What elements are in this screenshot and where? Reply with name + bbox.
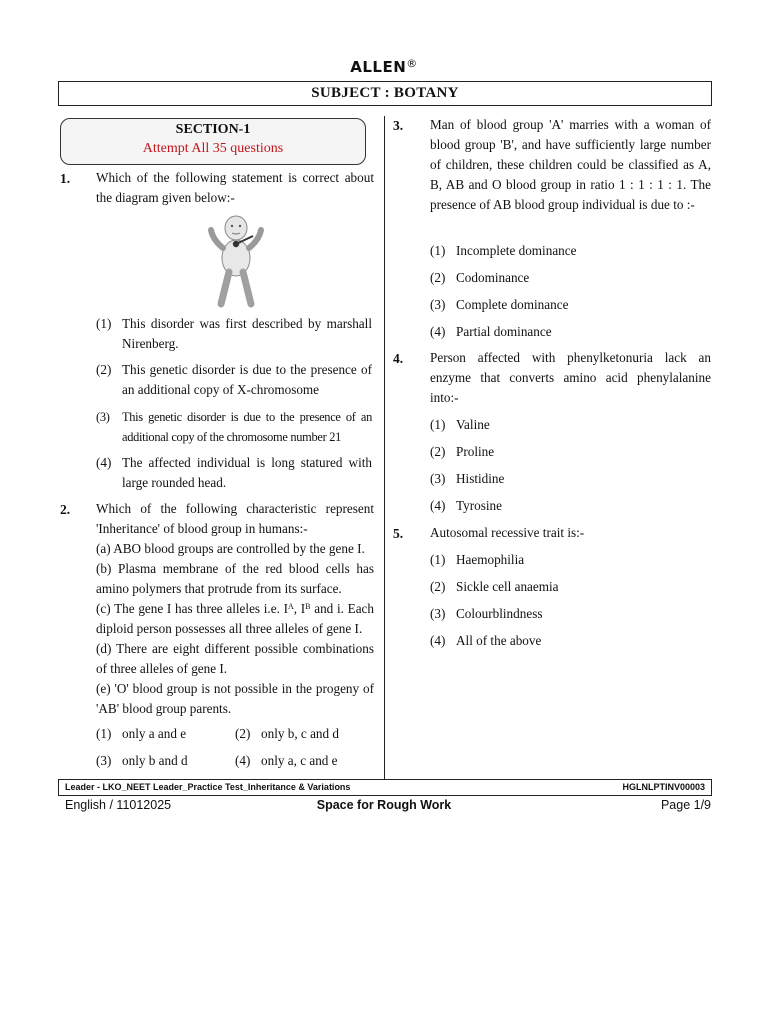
option-number: (1) xyxy=(96,316,112,331)
option-item[interactable] xyxy=(430,415,711,435)
option-text: Proline xyxy=(456,444,495,459)
option-text: Haemophilia xyxy=(456,552,525,567)
option-item[interactable] xyxy=(235,724,375,744)
option-text: Colourblindness xyxy=(456,606,543,621)
option-text: This genetic disorder is due to the presence of an additional copy of the chromosome number 21 xyxy=(122,410,372,444)
option-item[interactable] xyxy=(430,295,711,315)
question-text: Autosomal recessive trait is:- xyxy=(430,525,585,540)
column-divider xyxy=(384,116,385,779)
option-text: Tyrosine xyxy=(456,498,502,513)
option-number: (3) xyxy=(430,297,446,312)
question-text: Person affected with phenylketonuria lack an enzyme that converts amino acid phenylalanine into:- xyxy=(430,350,711,405)
statement-b: (b) Plasma membrane of the red blood cells has amino polymers that protrude from its surface. xyxy=(96,561,374,596)
brand-name: ALLEN xyxy=(350,58,407,76)
option-item[interactable] xyxy=(96,751,226,771)
option-text: Complete dominance xyxy=(456,297,569,312)
option-item[interactable] xyxy=(235,751,375,771)
question-number: 1. xyxy=(60,171,71,186)
option-number: (1) xyxy=(96,726,112,741)
option-number: (4) xyxy=(430,324,446,339)
option-text: only a and e xyxy=(122,726,187,741)
down-syndrome-child-illustration xyxy=(203,210,269,312)
baby-diagram-image xyxy=(203,210,269,312)
option-text: Codominance xyxy=(456,270,530,285)
statement-e: (e) 'O' blood group is not possible in the progeny of 'AB' blood group parents. xyxy=(96,681,374,716)
option-item[interactable] xyxy=(430,241,711,261)
option-item[interactable] xyxy=(430,604,711,624)
option-item[interactable] xyxy=(430,550,711,570)
option-number: (4) xyxy=(235,753,251,768)
option-number: (1) xyxy=(430,243,446,258)
section-instruction: Attempt All 35 questions xyxy=(142,141,284,156)
option-number: (2) xyxy=(430,444,446,459)
registered-mark: ® xyxy=(406,57,418,70)
question-text: Which of the following statement is correct about the diagram given below:- xyxy=(96,170,374,205)
footer-bar xyxy=(58,779,712,796)
option-number: (3) xyxy=(430,471,446,486)
test-name: Leader - LKO_NEET Leader_Practice Test_Inheritance & Variations xyxy=(65,782,351,792)
option-text: This genetic disorder is due to the presence of an additional copy of X-chromosome xyxy=(122,362,372,397)
question-number: 4. xyxy=(393,351,404,366)
option-item[interactable] xyxy=(96,724,226,744)
option-number: (2) xyxy=(96,362,112,377)
option-text: Incomplete dominance xyxy=(456,243,577,258)
option-text: Sickle cell anaemia xyxy=(456,579,559,594)
page-number: Page 1/9 xyxy=(660,798,711,812)
option-item[interactable] xyxy=(430,496,711,516)
statement-a: (a) ABO blood groups are controlled by the gene I. xyxy=(96,541,365,556)
question-intro: Which of the following characteristic represent 'Inheritance' of blood group in humans:- xyxy=(96,501,374,536)
rough-work-label: Space for Rough Work xyxy=(316,798,452,812)
option-item[interactable] xyxy=(96,407,372,447)
option-text: All of the above xyxy=(456,633,542,648)
question-number: 3. xyxy=(393,118,404,133)
question-number: 2. xyxy=(60,502,71,517)
option-number: (4) xyxy=(96,455,112,470)
statement-c: (c) The gene I has three alleles i.e. $I^A$, $I^B$ and i. Each diploid person possesses all three alleles of gene I. xyxy=(96,601,374,636)
question-text xyxy=(96,499,374,719)
option-item[interactable] xyxy=(96,453,372,493)
option-number: (3) xyxy=(430,606,446,621)
option-number: (3) xyxy=(96,753,112,768)
option-text: This disorder was first described by marshall Nirenberg. xyxy=(122,316,372,351)
option-text: only a, c and e xyxy=(261,753,338,768)
option-number: (1) xyxy=(430,417,446,432)
option-number: (1) xyxy=(430,552,446,567)
brand-logo xyxy=(0,58,768,76)
option-item[interactable] xyxy=(430,268,711,288)
option-text: only b and d xyxy=(122,753,188,768)
option-number: (3) xyxy=(96,410,110,424)
option-text: Partial dominance xyxy=(456,324,552,339)
option-item[interactable] xyxy=(430,469,711,489)
option-item[interactable] xyxy=(430,322,711,342)
option-item[interactable] xyxy=(96,360,372,400)
option-number: (2) xyxy=(430,270,446,285)
option-item[interactable] xyxy=(430,631,711,651)
option-number: (2) xyxy=(235,726,251,741)
statement-d: (d) There are eight different possible combinations of three alleles of gene I. xyxy=(96,641,374,676)
option-text: The affected individual is long statured with large rounded head. xyxy=(122,455,372,490)
test-code: HGLNLPTINV00003 xyxy=(622,782,705,792)
question-text: Man of blood group 'A' marries with a woman of blood group 'B', and have sufficiently large number of children, these children could be classified as A, B, AB and O blood group in ratio 1 : 1 : 1 : 1. The presence of AB blood group individual is due to :- xyxy=(430,117,711,212)
option-number: (2) xyxy=(430,579,446,594)
option-number: (4) xyxy=(430,633,446,648)
option-item[interactable] xyxy=(430,442,711,462)
option-text: Valine xyxy=(456,417,490,432)
option-text: only b, c and d xyxy=(261,726,340,741)
option-number: (4) xyxy=(430,498,446,513)
question-number: 5. xyxy=(393,526,404,541)
section-header xyxy=(60,118,366,165)
language-date: English / 11012025 xyxy=(65,798,172,812)
subject-title: SUBJECT : BOTANY xyxy=(58,81,712,106)
option-text: Histidine xyxy=(456,471,505,486)
option-item[interactable] xyxy=(96,314,372,354)
option-item[interactable] xyxy=(430,577,711,597)
section-title: SECTION-1 xyxy=(175,122,251,137)
